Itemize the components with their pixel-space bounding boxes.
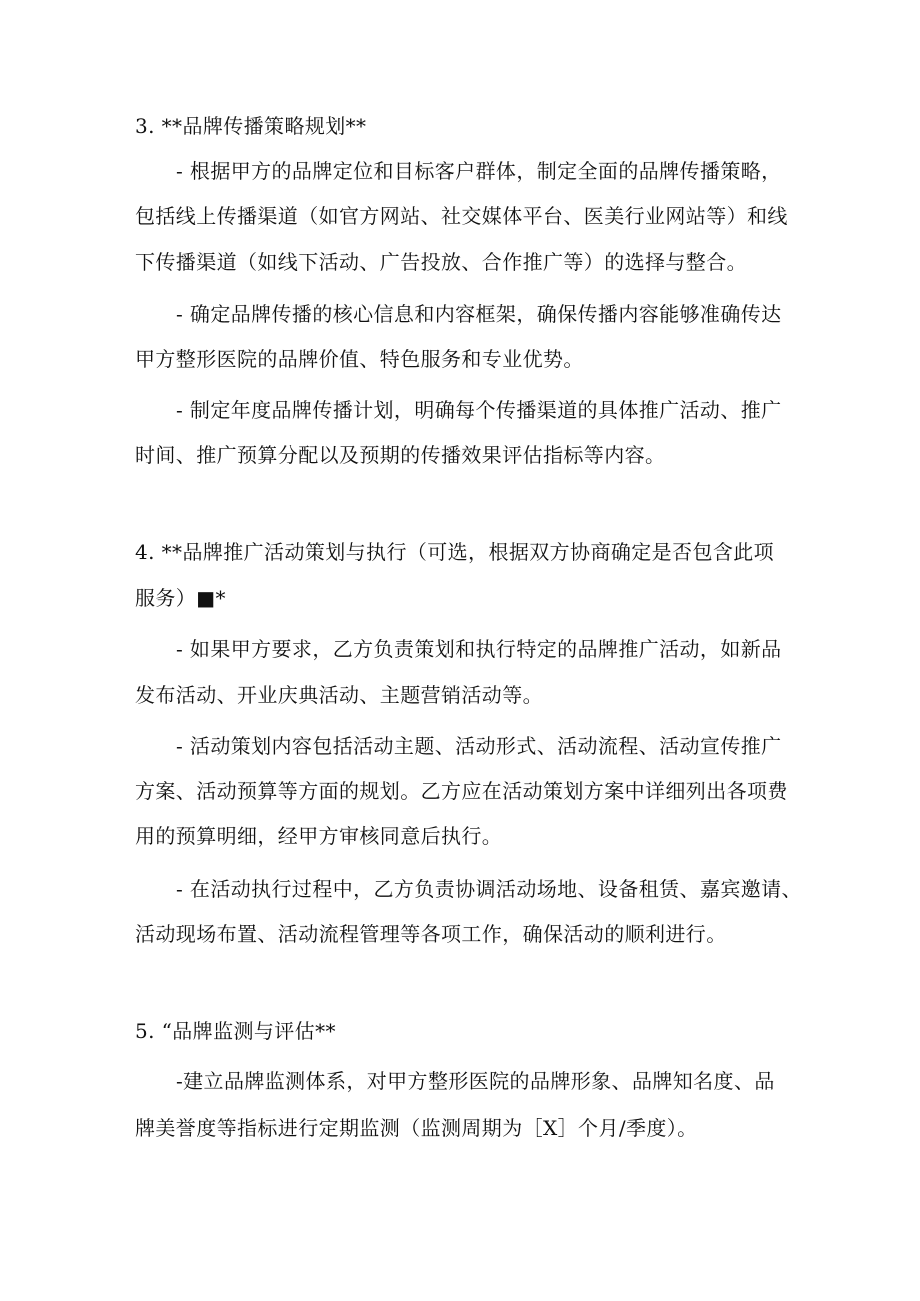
paragraph-line: 用的预算明细，经甲方审核同意后执行。 bbox=[135, 824, 503, 848]
section-heading: 4. **品牌推广活动策划与执行（可选，根据双方协商确定是否包含此项 bbox=[135, 540, 775, 564]
section-heading: 3. **品牌传播策略规划** bbox=[135, 114, 367, 138]
section-heading-cont: 服务）■* bbox=[135, 586, 226, 610]
paragraph-line: 发布活动、开业庆典活动、主题营销活动等。 bbox=[135, 683, 543, 707]
paragraph-line: - 在活动执行过程中，乙方负责协调活动场地、设备租赁、嘉宾邀请、 bbox=[176, 877, 802, 901]
paragraph-line: - 如果甲方要求，乙方负责策划和执行特定的品牌推广活动，如新品 bbox=[176, 637, 782, 661]
paragraph-line: 活动现场布置、活动流程管理等各项工作，确保活动的顺利进行。 bbox=[135, 922, 727, 946]
paragraph-line: -建立品牌监测体系，对甲方整形医院的品牌形象、品牌知名度、品 bbox=[176, 1069, 775, 1093]
paragraph-line: - 确定品牌传播的核心信息和内容框架，确保传播内容能够准确传达 bbox=[176, 302, 782, 326]
paragraph-line: 包括线上传播渠道（如官方网站、社交媒体平台、医美行业网站等）和线 bbox=[135, 204, 788, 228]
paragraph-line: - 制定年度品牌传播计划，明确每个传播渠道的具体推广活动、推广 bbox=[176, 398, 782, 422]
paragraph-line: 时间、推广预算分配以及预期的传播效果评估指标等内容。 bbox=[135, 443, 666, 467]
paragraph-line: 下传播渠道（如线下活动、广告投放、合作推广等）的选择与整合。 bbox=[135, 250, 747, 274]
paragraph-line: 甲方整形医院的品牌价值、特色服务和专业优势。 bbox=[135, 347, 584, 371]
paragraph-line: 方案、活动预算等方面的规划。乙方应在活动策划方案中详细列出各项费 bbox=[135, 779, 788, 803]
section-heading: 5. “品牌监测与评估** bbox=[135, 1019, 336, 1043]
paragraph-line: - 根据甲方的品牌定位和目标客户群体，制定全面的品牌传播策略， bbox=[176, 159, 782, 183]
paragraph-line: - 活动策划内容包括活动主题、活动形式、活动流程、活动宣传推广 bbox=[176, 734, 782, 758]
paragraph-line: 牌美誉度等指标进行定期监测（监测周期为［X］个月/季度）。 bbox=[135, 1116, 698, 1140]
